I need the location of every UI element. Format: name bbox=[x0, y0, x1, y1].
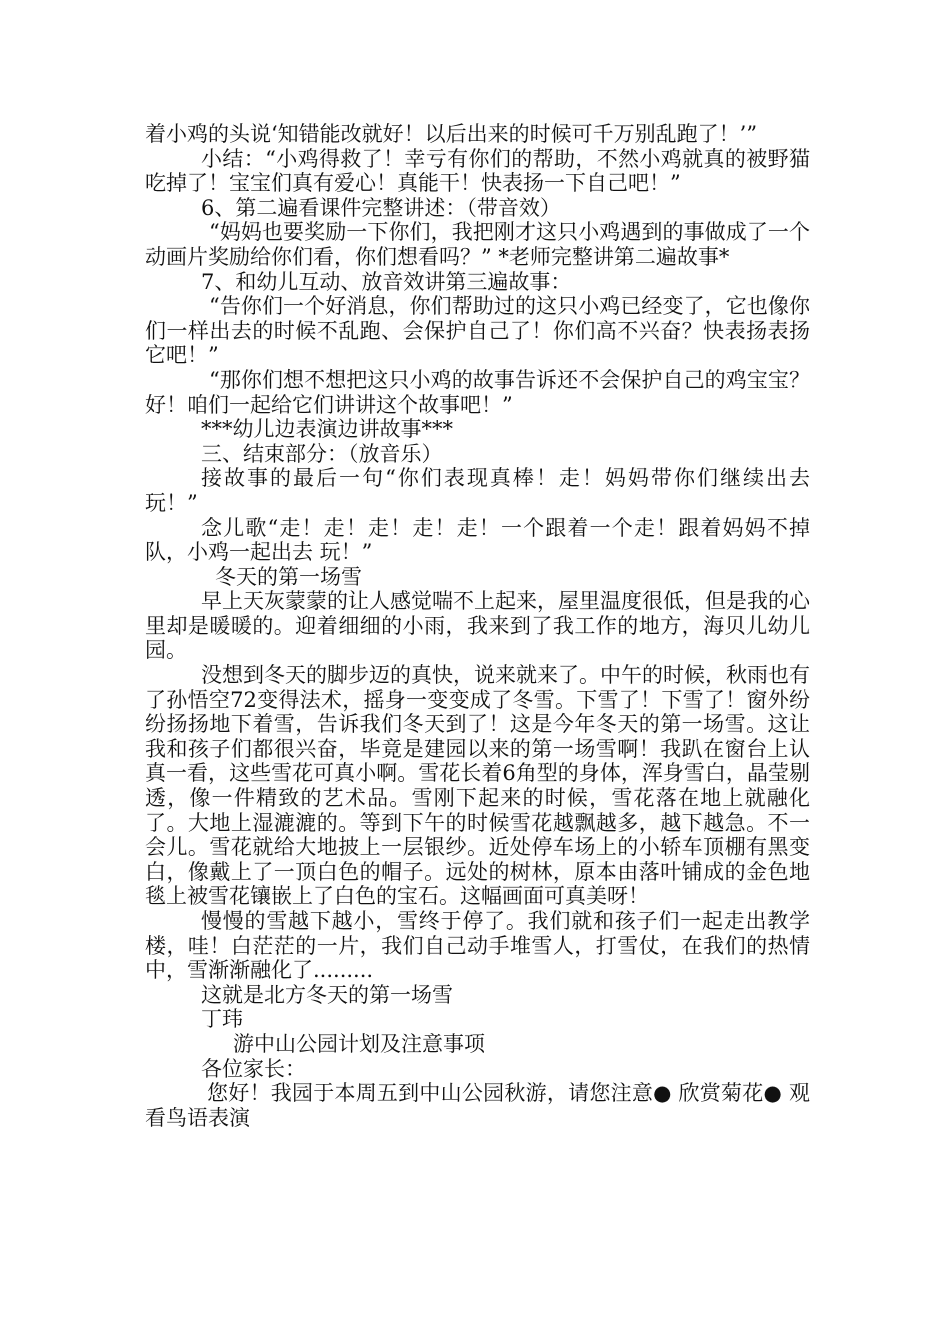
paragraph: 早上天灰蒙蒙的让人感觉喘不上起来，屋里温度很低，但是我的心里却是暖暖的。迎着细细的小雨，我来到了我工作的地方，海贝儿幼儿园。 bbox=[145, 589, 810, 663]
paragraph: 慢慢的雪越下越小，雪终于停了。我们就和孩子们一起走出教学楼，哇！白茫茫的一片，我们自己动手堆雪人，打雪仗，在我们的热情中，雪渐渐融化了......... bbox=[145, 909, 810, 983]
section-heading: 三、结束部分：（放音乐） bbox=[201, 441, 443, 466]
paragraph: “妈妈也要奖励一下你们，我把刚才这只小鸡遇到的事做成了一个动画片奖励给你们看，你们想看吗？” *老师完整讲第二遍故事* bbox=[145, 220, 810, 269]
paragraph: “告你们一个好消息，你们帮助过的这只小鸡已经变了，它也像你们一样出去的时候不乱跑、会保护自己了！你们高不兴奋？快表扬表扬它吧！” bbox=[145, 294, 810, 368]
paragraph: ***幼儿边表演边讲故事*** bbox=[201, 417, 453, 442]
author-name: 丁玮 bbox=[201, 1007, 243, 1032]
paragraph: 6、第二遍看课件完整讲述：（带音效） bbox=[201, 195, 561, 220]
paragraph: 小结：“小鸡得救了！幸亏有你们的帮助，不然小鸡就真的被野猫吃掉了！宝宝们真有爱心！真能干！快表扬一下自己吧！” bbox=[145, 146, 810, 196]
paragraph: 7、和幼儿互动、放音效讲第三遍故事： bbox=[201, 269, 572, 294]
paragraph: 接故事的最后一句“你们表现真棒！走！妈妈带你们继续出去玩！” bbox=[145, 466, 810, 515]
salutation: 各位家长： bbox=[201, 1056, 306, 1081]
paragraph: 这就是北方冬天的第一场雪 bbox=[201, 982, 453, 1007]
paragraph: 着小鸡的头说‘知错能改就好！以后出来的时候可千万别乱跑了！’” bbox=[145, 122, 758, 146]
paragraph: 没想到冬天的脚步迈的真快，说来就来了。中午的时候，秋雨也有了孙悟空72变得法术，摇身一变变成了冬雪。下雪了！下雪了！窗外纷纷扬扬地下着雪，告诉我们冬天到了！这是今年冬天的第一场雪。这让我和孩子们都很兴奋，毕竟是建园以来的第一场雪啊！我趴在窗台上认真一看，这些雪花可真小啊。雪花长着6角型的身体，浑身雪白，晶莹剔透，像一件精致的艺术品。雪刚下起来的时候，雪花落在地上就融化了。大地上湿漉漉的。等到下午的时候雪花越飘越多，越下越急。不一会儿。雪花就给大地披上一层银纱。近处停车场上的小轿车顶棚有黑变白，像戴上了一顶白色的帽子。远处的树林，原本由落叶铺成的金色地毯上被雪花镶嵌上了白色的宝石。这幅画面可真美呀！ bbox=[145, 663, 810, 909]
paragraph: “那你们想不想把这只小鸡的故事告诉还不会保护自己的鸡宝宝？好！咱们一起给它们讲讲这个故事吧！” bbox=[145, 367, 810, 417]
paragraph: 念儿歌“走！走！走！走！走！一个跟着一个走！跟着妈妈不掉队，小鸡一起出去 玩！” bbox=[145, 515, 810, 565]
notice-title: 游中山公园计划及注意事项 bbox=[233, 1031, 485, 1056]
document-body bbox=[145, 122, 810, 1130]
paragraph: 您好！我园于本周五到中山公园秋游，请您注意● 欣赏菊花● 观看鸟语表演 bbox=[145, 1081, 810, 1130]
article-title: 冬天的第一场雪 bbox=[215, 564, 362, 589]
